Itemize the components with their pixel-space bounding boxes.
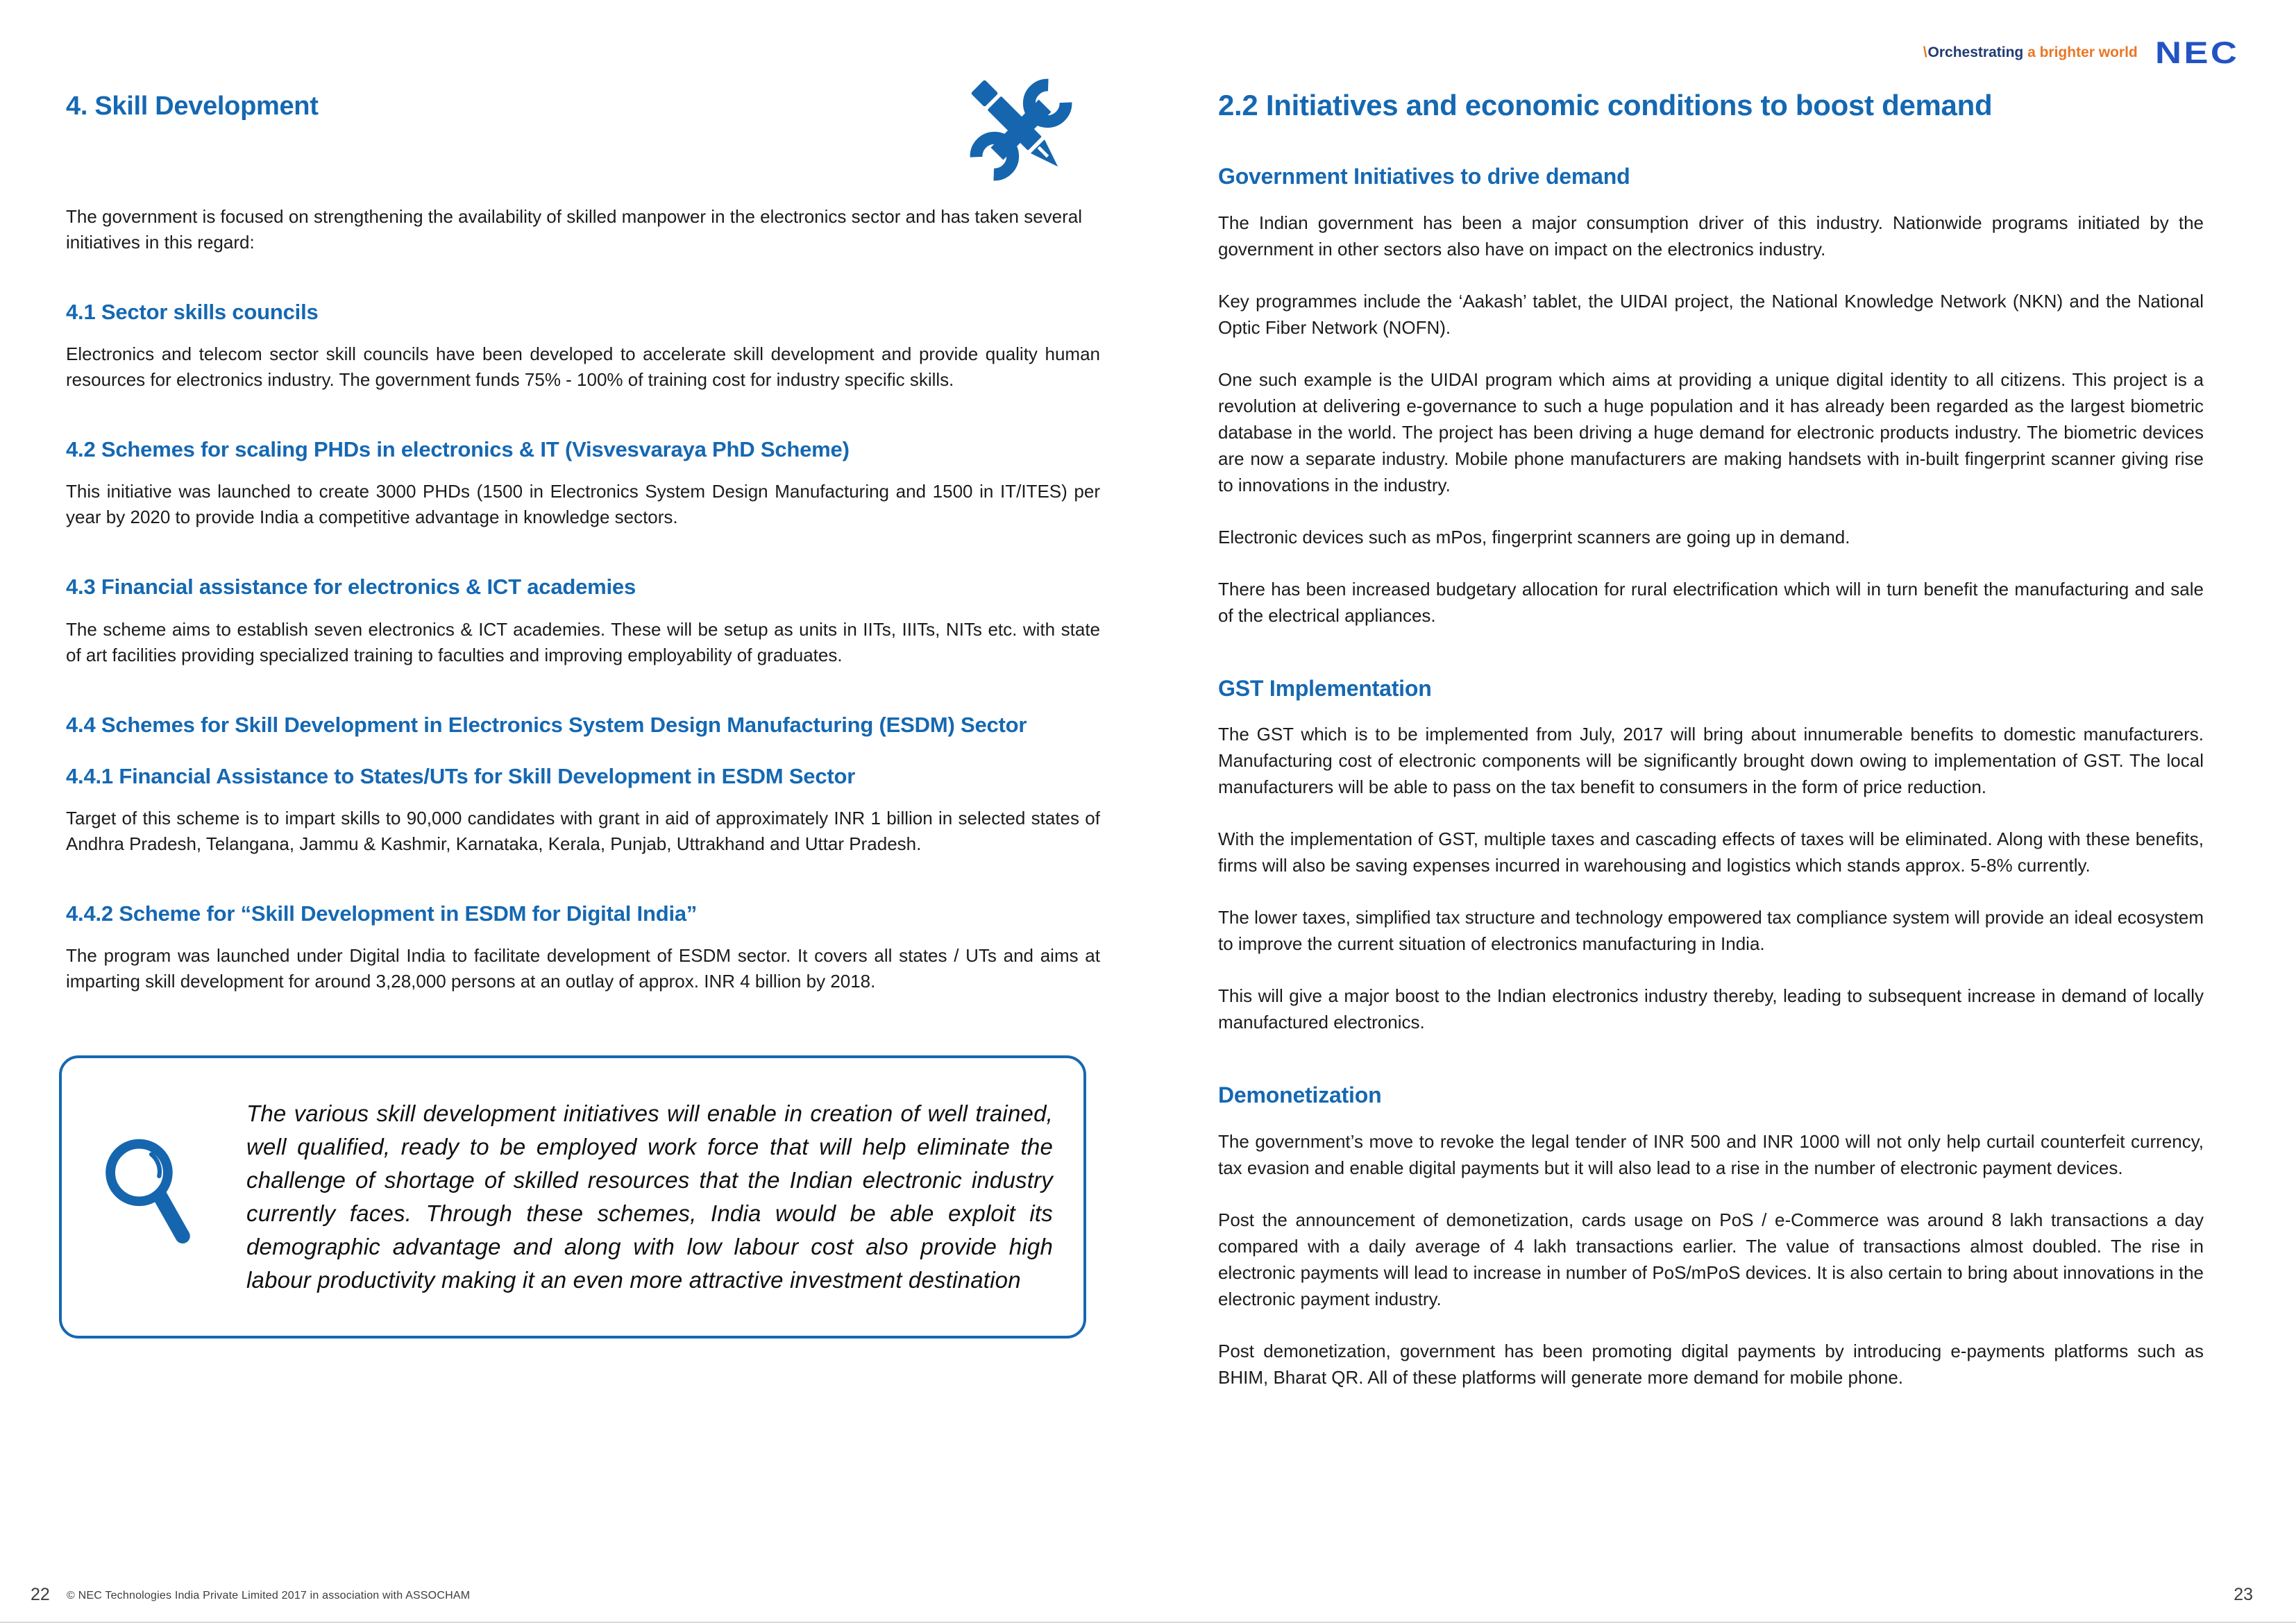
paragraph: Key programmes include the ‘Aakash’ tablet, the UIDAI project, the National Knowledge Network (NKN) and the National Optic Fiber Network (NOFN). xyxy=(1218,290,2204,338)
section-heading-4-4-1: 4.4.1 Financial Assistance to States/UTs for Skill Development in ESDM Sector xyxy=(66,763,856,788)
paragraph: The government’s move to revoke the legal tender of INR 500 and INR 1000 will not only help curtail counterfeit currency, tax evasion and enable digital payments but it will also lead to a rise in the number of electronic payment devices. xyxy=(1218,1131,2204,1179)
tagline-rest: a brighter world xyxy=(2027,44,2138,60)
paragraph: The GST which is to be implemented from July, 2017 will bring about innumerable benefits to domestic manufacturers. Manufacturing cost of electronic components will be significantly brought down owing to implementation of GST. The local manufacturers will be able to pass on the tax benefit to consumers in the form of price reduction. xyxy=(1218,724,2204,798)
callout-text: The various skill development initiatives will enable in creation of well trained, well qualified, ready to be employed work force that will help eliminate the challenge of shortage of skilled resources that the Indian electronic industry currently faces. Through these schemes, India would be able exploit its demographic advantage and along with low labour cost also provide high labour productivity making it an even more attractive investment destination xyxy=(246,1101,1053,1293)
tagline-slash: \ xyxy=(1923,44,1927,60)
tagline-orchestrating: Orchestrating xyxy=(1927,44,2024,60)
paragraph: One such example is the UIDAI program which aims at providing a unique digital identity to all citizens. This project is a revolution at delivering e-governance to such a huge population and it has already been regarded as the largest biometric database in the world. The project has been driving a huge demand for electronic products industry. The biometric devices are now a separate industry. Mobile phone manufacturers are making handsets with in-built fingerprint scanner giving rise to innovations in the industry. xyxy=(1218,368,2204,495)
section-heading-4-4-2: 4.4.2 Scheme for “Skill Development in ESDM for Digital India” xyxy=(66,901,698,926)
paragraph: With the implementation of GST, multiple taxes and cascading effects of taxes will be eliminated. Along with these benefits, firms will also be saving expenses incurred in warehousing and logistics which stands approx. 5-8% currently. xyxy=(1218,829,2204,876)
nec-logo: NEC xyxy=(2154,35,2239,70)
left-intro-paragraph: The government is focused on strengthening the availability of skilled manpower in the electronics sector and has taken several initiatives in this regard: xyxy=(66,205,1083,253)
section-body-4-2: This initiative was launched to create 3000 PHDs (1500 in Electronics System Design Manufacturing and 1500 in IT/ITES) per year by 2020 to provide India a competitive advantage in knowledge sectors. xyxy=(66,481,1100,528)
brand-header xyxy=(1923,36,2239,69)
brand-tagline xyxy=(1923,44,2138,61)
page-number-left: 22 xyxy=(31,1585,50,1604)
left-page xyxy=(66,92,1100,1339)
section-heading-gst-implementation: GST Implementation xyxy=(1218,675,1432,701)
right-page-title: 2.2 Initiatives and economic conditions to boost demand xyxy=(1218,89,1993,121)
paragraph: Electronic devices such as mPos, fingerprint scanners are going up in demand. xyxy=(1218,526,1850,547)
right-page xyxy=(1218,89,2204,1391)
section-body-4-4-2: The program was launched under Digital India to facilitate development of ESDM sector. It covers all states / UTs and aims at imparting skill development for around 3,28,000 persons at an outlay of approx. INR 4 billion by 2018. xyxy=(66,945,1100,992)
section-body-4-4-1: Target of this scheme is to impart skills to 90,000 candidates with grant in aid of approximately INR 1 billion in selected states of Andhra Pradesh, Telangana, Jammu & Kashmir, Karnataka, Kerala, Punjab, Uttrakhand and Uttar Pradesh. xyxy=(66,808,1100,855)
left-page-title: 4. Skill Development xyxy=(66,92,319,121)
copyright-text: © NEC Technologies India Private Limited 2017 in association with ASSOCHAM xyxy=(67,1590,471,1601)
section-heading-4-1: 4.1 Sector skills councils xyxy=(66,299,319,324)
section-heading-4-2: 4.2 Schemes for scaling PHDs in electronics & IT (Visvesvaraya PhD Scheme) xyxy=(66,436,850,461)
paragraph: This will give a major boost to the Indian electronics industry thereby, leading to subsequent increase in demand of locally manufactured electronics. xyxy=(1218,985,2204,1033)
paragraph: Post the announcement of demonetization, cards usage on PoS / e-Commerce was around 8 lakh transactions a day compared with a daily average of 4 lakh transactions earlier. The value of transactions almost doubled. The rise in electronic payments will lead to increase in number of PoS/mPoS devices. It is also certain to bring about innovations in the electronic payment industry. xyxy=(1218,1209,2204,1310)
paragraph: There has been increased budgetary allocation for rural electrification which will in turn benefit the manufacturing and sale of the electrical appliances. xyxy=(1218,578,2204,626)
section-heading-government-initiatives: Government Initiatives to drive demand xyxy=(1218,164,1630,189)
page-number-right: 23 xyxy=(2234,1585,2253,1604)
callout-box xyxy=(59,1055,1086,1339)
section-body-4-1: Electronics and telecom sector skill councils have been developed to accelerate skill development and provide quality human resources for electronics industry. The government funds 75% - 100% of training cost for industry specific skills. xyxy=(66,343,1100,390)
section-heading-demonetization: Demonetization xyxy=(1218,1082,1382,1108)
paragraph: The Indian government has been a major consumption driver of this industry. Nationwide programs initiated by the government in other sectors also have on impact on the electronics industry. xyxy=(1218,212,2204,260)
paragraph: Post demonetization, government has been promoting digital payments by introducing e-payments platforms such as BHIM, Bharat QR. All of these platforms will generate more demand for mobile phone. xyxy=(1218,1341,2204,1388)
section-body-4-3: The scheme aims to establish seven electronics & ICT academies. These will be setup as units in IITs, IIITs, NITs etc. with state of art facilities providing specialized training to faculties and improving employability of graduates. xyxy=(66,618,1100,665)
paragraph: The lower taxes, simplified tax structure and technology empowered tax compliance system will provide an ideal ecosystem to improve the current situation of electronics manufacturing in India. xyxy=(1218,907,2204,955)
section-heading-4-3: 4.3 Financial assistance for electronics & ICT academies xyxy=(66,575,636,600)
section-heading-4-4: 4.4 Schemes for Skill Development in Electronics System Design Manufacturing (ESDM) Sector xyxy=(66,712,1027,737)
magnifier-icon xyxy=(96,1132,206,1262)
